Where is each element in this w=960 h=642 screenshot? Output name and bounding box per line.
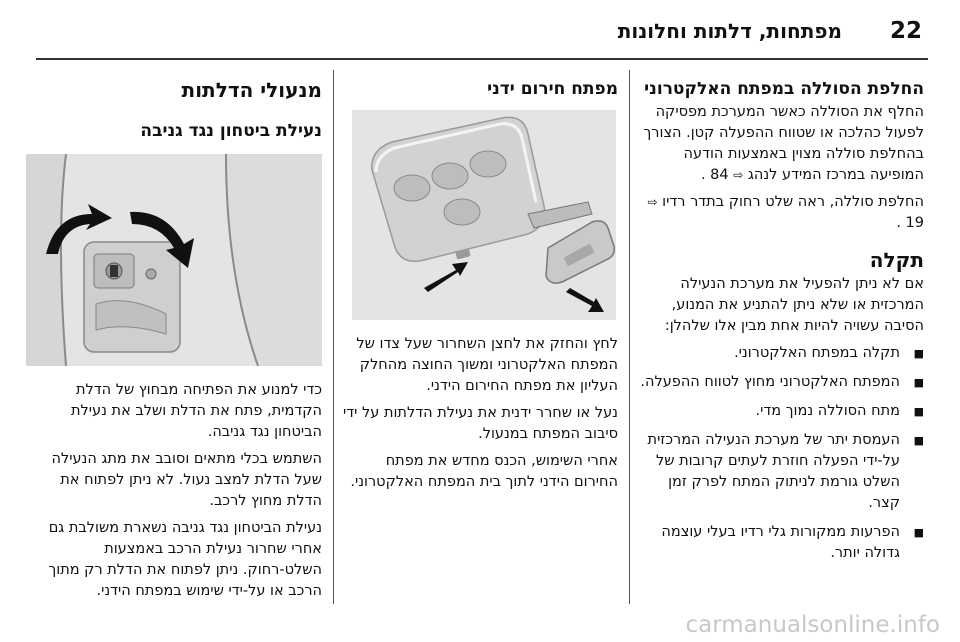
list-item: ■ המפתח האלקטרוני מחוץ לטווח ההפעלה. (634, 372, 924, 393)
reference-arrow-icon: ⇨ (733, 168, 744, 182)
reference-arrow-icon: ⇨ (647, 195, 658, 209)
list-item: ■ מתח הסוללה נמוך מדי. (634, 401, 924, 422)
column-divider-right (629, 70, 630, 604)
bullet-icon: ■ (913, 376, 924, 389)
list-item: ■ העמסת יתר של מערכת הנעילה המרכזית על-ידי הפעלה חוזרת לעתים קרובות של השלט גורמת לניתוק המתח לפרק זמן קצר. (647, 432, 924, 511)
paragraph-child-lock-3: נעילת הביטחון נגד גניבה נשארת משולבת גם אחרי שחרור נעילת הרכב באמצעות השלט-רחוק. ניתן לפתוח את הדלת רק מתוך הרכב או על-ידי שימוש במפתח הידני. (48, 520, 322, 599)
page-reference: 19 . (896, 215, 924, 231)
column-door-locks (26, 78, 322, 608)
paragraph-child-lock-2: השתמש בכלי מתאים וסובב את מתג הנעילה שעל הדלת למצב נעול. לא ניתן לפתוח את הדלת מחוץ לרכב. (51, 451, 322, 509)
paragraph-emergency-key-3: אחרי השימוש, הכנס מחדש את מפתח החירום הידני לתוך בית המפתח האלקטרוני. (350, 453, 618, 490)
paragraph-emergency-key-2: נעל או שחרר ידנית את נעילת הדלתות על ידי סיבוב המפתח במנעול. (343, 405, 618, 442)
section-heading-emergency-key: מפתח חירום ידני (487, 79, 618, 99)
column-emergency-key (340, 78, 618, 499)
column-battery-replacement (634, 78, 924, 572)
bullet-icon: ■ (913, 347, 924, 360)
column-divider-left (333, 70, 334, 604)
bullet-icon: ■ (913, 526, 924, 539)
section-heading-child-lock: נעילת ביטחון נגד גניבה (140, 121, 322, 141)
list-item: ■ הפרעות ממקורות גלי רדיו בעלי עוצמה גדולה יותר. (661, 524, 924, 561)
door-lock-illustration (26, 154, 322, 366)
paragraph-text: החלף את הסוללה כאשר המערכת מפסיקה לפעול כהלכה או שטווח ההפעלה קטן. הצורך בהחלפת סוללה מצוין באמצעות הודעה המופיעה במרכז המידע לנהג (643, 104, 924, 183)
page-number: 22 (889, 18, 922, 44)
section-heading-battery: החלפת הסוללה במפתח האלקטרוני (644, 79, 924, 99)
section-heading-door-locks: מנעולי הדלתות (181, 78, 322, 102)
bullet-icon: ■ (913, 434, 924, 447)
list-item: ■ תקלה במפתח האלקטרוני. (634, 343, 924, 364)
paragraph-battery-2 (634, 192, 924, 234)
fault-list (634, 343, 924, 564)
paragraph-text: החלפת סוללה, ראה שלט רחוק בתדר רדיו (662, 194, 924, 210)
page-header (0, 14, 960, 54)
section-heading-fault: תקלה (869, 248, 924, 272)
page-reference: 84 . (700, 167, 729, 183)
emergency-key-illustration (352, 110, 616, 320)
header-divider (36, 58, 928, 60)
paragraph-battery-1 (634, 102, 924, 186)
bullet-icon: ■ (913, 405, 924, 418)
page-title: מפתחות, דלתות וחלונות (617, 19, 842, 43)
watermark: carmanualsonline.info (685, 612, 940, 638)
paragraph-child-lock-1: כדי למנוע את הפתיחה מבחוץ של הדלת הקדמית, פתח את הדלת ושלב את נעילת הביטחון נגד גניבה. (71, 382, 322, 440)
paragraph-fault: אם לא ניתן להפעיל את מערכת הנעילה המרכזית או שלא ניתן להתניע את המנוע, הסיבה עשויה להיות אחת מבין אלו שלהלן: (664, 276, 924, 334)
paragraph-emergency-key-1: לחץ והחזק את לחצן השחרור שעל צדו של המפתח האלקטרוני ומשוך החוצה מהחלק העליון את מפתח החירום הידני. (356, 336, 618, 394)
